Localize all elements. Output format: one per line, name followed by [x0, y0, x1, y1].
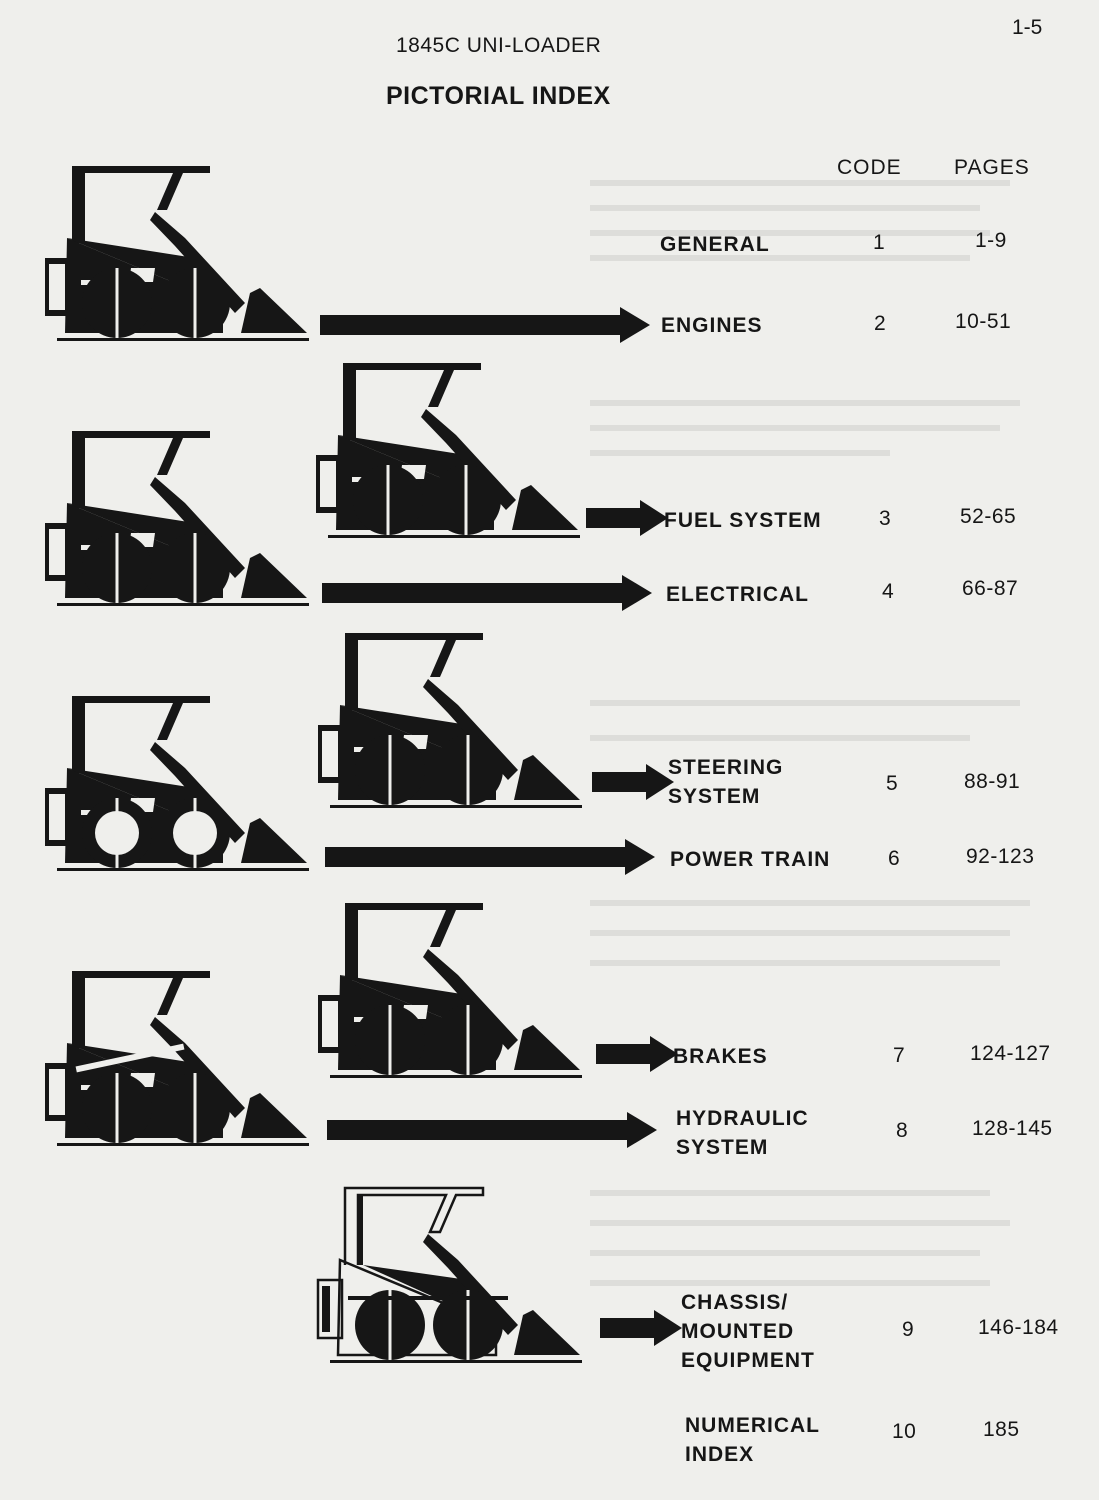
pages-column-header: PAGES — [954, 156, 1030, 179]
arrow-power-train — [325, 839, 655, 875]
entry-electrical-label: ELECTRICAL — [666, 583, 809, 606]
page-title: PICTORIAL INDEX — [386, 82, 611, 110]
entry-engines-pages: 10-51 — [955, 310, 1012, 333]
entry-chassis-label: CHASSIS/ MOUNTED EQUIPMENT — [681, 1291, 815, 1372]
entry-power-train-code: 6 — [888, 847, 901, 870]
arrow-hydraulic — [327, 1112, 657, 1148]
entry-brakes-code: 7 — [893, 1044, 906, 1067]
loader-hydraulic — [45, 971, 309, 1146]
entry-fuel-system-code: 3 — [879, 507, 892, 530]
entry-general-label: GENERAL — [660, 233, 770, 256]
entry-engines-code: 2 — [874, 312, 887, 335]
loader-fuel — [316, 363, 580, 538]
loader-general — [45, 166, 309, 341]
code-column-header: CODE — [837, 156, 902, 179]
arrow-engines — [320, 307, 650, 343]
arrow-brakes — [596, 1036, 678, 1072]
entry-fuel-system-pages: 52-65 — [960, 505, 1017, 528]
entry-power-train-pages: 92-123 — [966, 845, 1035, 868]
entry-general-pages: 1-9 — [975, 229, 1007, 252]
entry-steering-system-pages: 88-91 — [964, 770, 1021, 793]
entry-numerical-index-pages: 185 — [983, 1418, 1020, 1441]
entry-steering-system-label: STEERING SYSTEM — [668, 756, 784, 808]
arrow-steering — [592, 764, 674, 800]
entry-general-code: 1 — [873, 231, 886, 254]
entry-numerical-index-code: 10 — [892, 1420, 917, 1443]
arrow-electrical — [322, 575, 652, 611]
entry-power-train-label: POWER TRAIN — [670, 848, 831, 871]
entry-numerical-index-label: NUMERICAL INDEX — [685, 1414, 820, 1466]
entry-electrical-pages: 66-87 — [962, 577, 1019, 600]
arrow-fuel — [586, 500, 668, 536]
loader-chassis — [318, 1188, 582, 1363]
entry-chassis-pages: 146-184 — [978, 1316, 1059, 1339]
loader-electrical — [45, 431, 309, 606]
entry-steering-system-code: 5 — [886, 772, 899, 795]
entry-brakes-label: BRAKES — [673, 1045, 768, 1068]
entry-hydraulic-system-code: 8 — [896, 1119, 909, 1142]
entry-hydraulic-system-label: HYDRAULIC SYSTEM — [676, 1107, 809, 1159]
entry-fuel-system-label: FUEL SYSTEM — [664, 509, 822, 532]
entry-brakes-pages: 124-127 — [970, 1042, 1051, 1065]
entry-hydraulic-system-pages: 128-145 — [972, 1117, 1053, 1140]
entry-engines-label: ENGINES — [661, 314, 763, 337]
entry-chassis-code: 9 — [902, 1318, 915, 1341]
loader-steering — [318, 633, 582, 808]
arrow-chassis — [600, 1310, 682, 1346]
page-number: 1-5 — [1012, 16, 1043, 39]
loader-brakes — [318, 903, 582, 1078]
entry-electrical-code: 4 — [882, 580, 895, 603]
manual-title: 1845C UNI-LOADER — [396, 34, 602, 57]
